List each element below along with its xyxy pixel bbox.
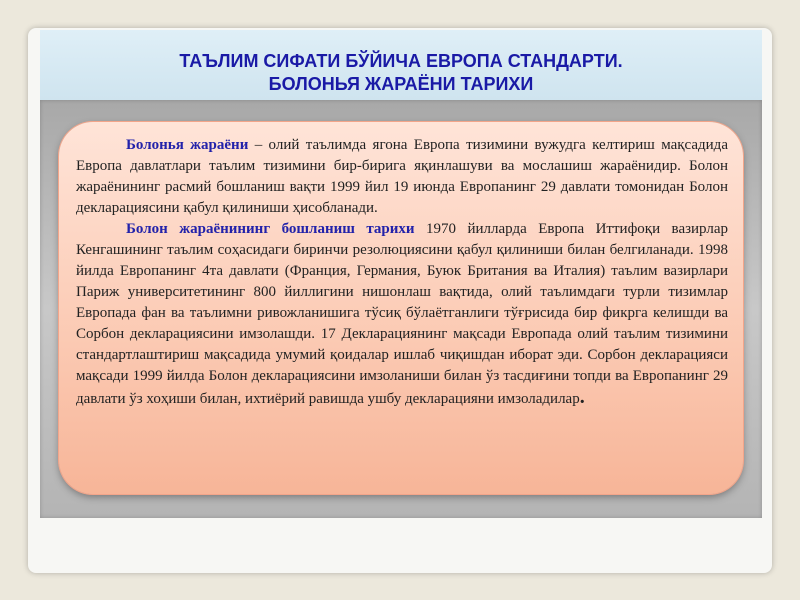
slide-title-line-1: ТАЪЛИМ СИФАТИ БЎЙИЧА ЕВРОПА СТАНДАРТИ.	[179, 51, 623, 71]
paragraph-2	[76, 219, 728, 410]
paragraph-1	[76, 135, 728, 219]
paragraph-2-highlight: Болон жараёнининг бошланиш тарихи	[126, 221, 415, 237]
paragraph-1-text: – олий таълимда ягона Европа тизимини вужудга келтириш мақсадида Европа давлатлари таълим тизимини бир-бирига яқинлашуви ва мослашиш жараёнидир. Болон жараёнининг расмий бошланиш вақти 1999 йил 19 июнда Европанинг 29 давлати томонидан Болон декларациясини қабул қилиниши ҳисобланади.	[76, 137, 728, 216]
slide-title-line-2: БОЛОНЬЯ ЖАРАЁНИ ТАРИХИ	[268, 74, 534, 94]
body-text	[76, 135, 728, 410]
slide-header	[40, 30, 762, 100]
paragraph-1-highlight: Болонья жараёни	[126, 137, 249, 153]
slide-footer	[40, 520, 762, 568]
paragraph-2-text: 1970 йилларда Европа Иттифоқи вазирлар Кенгашининг таълим соҳасидаги биринчи резолюциясини қабул қилиниши билан белгиланади. 1998 йилда Европанинг 4та давлати (Франция, Германия, Буюк Британия ва Италия) таълим вазирлари Париж университетининг 800 йиллигини нишонлаш вақтида, олий таълимдаги турли тизимлар Европада фан ва таълимни ривожланишига тўсиқ бўлаётганлиги тўғрисида бир фикрга келишди ва Сорбон декларациясини имзолашди. 17 Декларациянинг мақсади Европада олий таълим тизимини стандартлаштириш мақсадида умумий қоидалар ишлаб чиқишдан иборат эди. Сорбон декларацияси мақсади 1999 йилда Болон декларациясини имзоланиши билан ўз тасдиғини топди ва Европанинг 29 давлати ўз хоҳиши билан, ихтиёрий равишда ушбу декларацияни имзоладилар	[76, 221, 728, 407]
paragraph-2-end: .	[579, 386, 585, 408]
